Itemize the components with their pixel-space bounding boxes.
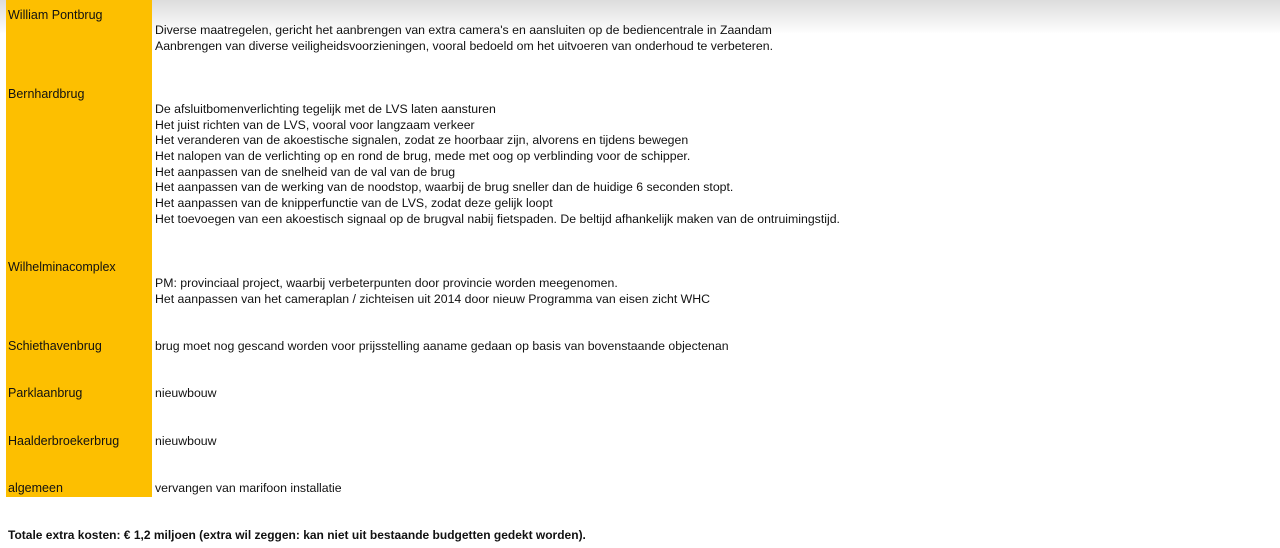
- measures-haalderbroekerbrug: [155, 434, 217, 450]
- measure-line: vervangen van marifoon installatie: [155, 481, 342, 495]
- measure-line: brug moet nog gescand worden voor prijsstelling aaname gedaan op basis van bovenstaande objectenan: [155, 339, 729, 353]
- object-name-schiethavenbrug: Schiethavenbrug: [8, 339, 102, 353]
- object-name-wilhelminacomplex: Wilhelminacomplex: [8, 260, 116, 274]
- measure-line: Het juist richten van de LVS, vooral voor langzaam verkeer: [155, 117, 475, 132]
- object-name-parklaanbrug: Parklaanbrug: [8, 386, 83, 400]
- object-name-william-pontbrug: William Pontbrug: [8, 8, 103, 22]
- measure-line: Het aanpassen van de snelheid van de val van de brug: [155, 164, 456, 179]
- measure-line: Diverse maatregelen, gericht het aanbrengen van extra camera's en aansluiten op de bediencentrale in Zaandam: [155, 23, 772, 37]
- measures-schiethavenbrug: [155, 339, 729, 355]
- measures-wilhelminacomplex: [155, 276, 710, 307]
- measure-line: De afsluitbomenverlichting tegelijk met de LVS laten aansturen: [155, 102, 496, 116]
- measures-algemeen: [155, 481, 342, 497]
- measures-bernhardbrug: [155, 102, 840, 228]
- measure-line: Het toevoegen van een akoestisch signaal op de brugval nabij fietspaden. De beltijd afhankelijk maken van de ontruimingstijd.: [155, 211, 840, 226]
- measure-line: Het aanpassen van de knipperfunctie van de LVS, zodat deze gelijk loopt: [155, 196, 553, 211]
- measures-parklaanbrug: [155, 386, 217, 402]
- object-name-algemeen: algemeen: [8, 481, 63, 495]
- measure-line: PM: provinciaal project, waarbij verbeterpunten door provincie worden meegenomen.: [155, 276, 618, 290]
- measure-line: Het aanpassen van het cameraplan / zichteisen uit 2014 door nieuw Programma van eisen zicht WHC: [155, 291, 711, 306]
- measure-line: Aanbrengen van diverse veiligheidsvoorzieningen, vooral bedoeld om het uitvoeren van onderhoud te verbeteren.: [155, 38, 773, 53]
- measure-line: nieuwbouw: [155, 386, 217, 400]
- total-costs: Totale extra kosten: € 1,2 miljoen (extra wil zeggen: kan niet uit bestaande budgetten gedekt worden).: [8, 528, 586, 542]
- measure-line: nieuwbouw: [155, 434, 217, 448]
- object-name-bernhardbrug: Bernhardbrug: [8, 87, 85, 101]
- measure-line: Het veranderen van de akoestische signalen, zodat ze hoorbaar zijn, alvorens en tijdens bewegen: [155, 133, 689, 148]
- object-name-column: [6, 0, 152, 497]
- object-name-haalderbroekerbrug: Haalderbroekerbrug: [8, 434, 120, 448]
- measures-william-pontbrug: [155, 23, 773, 54]
- measure-line: Het aanpassen van de werking van de noodstop, waarbij de brug sneller dan de huidige 6 seconden stopt.: [155, 180, 734, 195]
- measure-line: Het nalopen van de verlichting op en rond de brug, mede met oog op verblinding voor de schipper.: [155, 149, 691, 164]
